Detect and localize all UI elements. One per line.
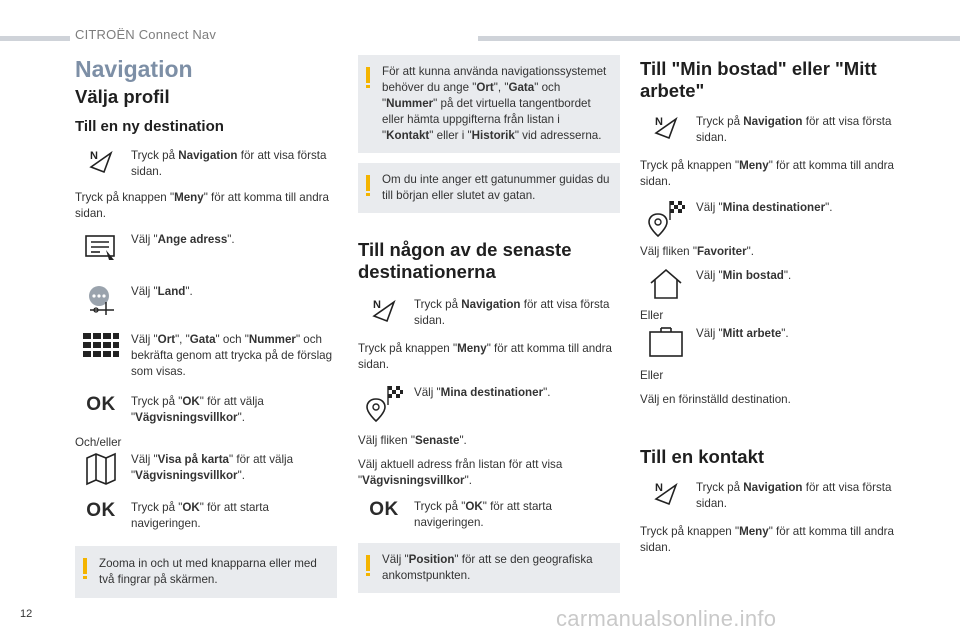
step-text: ". [781,327,789,340]
home-icon [648,268,684,300]
svg-text:N: N [655,116,663,128]
section-heading: Till någon av de senaste destinationerna [358,239,572,282]
paragraph-text: Välj fliken " [358,434,415,447]
step-my-destinations [358,385,620,423]
navigation-icon [370,297,398,323]
ok-icon: OK [86,394,116,415]
step-text: Välj " [131,453,158,466]
note-text-part: " och " [382,81,561,110]
step-keyword: Vägvisningsvillkor [135,411,238,424]
note-text-part: " för att se den geografiska ankomstpunkten. [382,553,593,582]
info-icon [366,175,370,191]
step-keyword: Visa på karta [157,453,230,466]
step-text: Välj " [131,233,158,246]
info-note-position [358,543,620,593]
paragraph-menu [75,190,337,222]
info-icon-dot [366,85,370,88]
step-text: ". [237,411,245,424]
paragraph-text: Tryck på knappen " [358,342,458,355]
step-text: Tryck på [696,481,744,494]
paragraph-text: ". [459,434,467,447]
step-ok-start [75,500,337,532]
svg-text:N: N [655,482,663,494]
step-show-on-map [75,452,337,486]
step-keyword: Navigation [461,298,521,311]
paragraph-text: Tryck på knappen " [75,191,175,204]
note-text: Zooma in och ut med knapparna eller med två fingrar på skärmen. [99,557,317,586]
step-text: ". [543,386,551,399]
step-text: Tryck på [414,298,462,311]
step-keyword: Land [157,285,186,298]
info-icon [83,558,87,574]
step-text: ". [825,201,833,214]
paragraph-menu [640,158,902,190]
info-icon [366,67,370,83]
header-rule-left [0,36,70,41]
step-text: ". [237,469,245,482]
step-home [640,268,902,300]
step-keyword: Navigation [178,149,238,162]
step-text: Tryck på [696,115,744,128]
note-keyword: Position [408,553,455,566]
paragraph-text: Välj aktuell adress från listan för att visa " [358,458,563,487]
step-keyword: Mina destinationer [722,201,826,214]
note-text-part: " på det virtuella tangentbordet eller hämta uppgifterna från listan i " [382,97,591,142]
step-keyword: Min bostad [722,269,784,282]
note-keyword: Ort [476,81,494,94]
paragraph-preset: Välj en förinställd destination. [640,393,791,406]
step-work [640,326,902,358]
paragraph-text: " för att komma till andra sidan. [640,159,894,188]
and-or-label: Och/eller [75,436,122,449]
step-keyword: Mina destinationer [440,386,544,399]
step-navigation [640,480,902,512]
info-note-address [358,55,620,153]
step-enter-address [75,232,337,262]
step-text: Tryck på " [131,501,183,514]
paragraph-keyword: Favoriter [696,245,747,258]
note-keyword: Gata [508,81,535,94]
info-icon-dot [83,576,87,579]
paragraph-text: " för att komma till andra sidan. [358,342,612,371]
paragraph-keyword: Meny [174,191,204,204]
info-note-street-number [358,163,620,213]
step-ok-start [358,499,620,531]
svg-text:N: N [90,150,98,162]
step-keyword: Ort [157,333,176,346]
paragraph-tab [640,244,902,260]
or-label: Eller [640,309,664,322]
step-navigation [358,297,620,329]
step-text: Tryck på [131,149,179,162]
country-globe-icon [84,284,118,316]
step-text: Välj " [696,269,723,282]
paragraph-text: Tryck på knappen " [640,159,740,172]
navigation-icon [652,114,680,140]
paragraph-text: " för att komma till andra sidan. [75,191,329,220]
step-text: ". [185,285,193,298]
note-text-part: För att kunna använda navigationssystemet behöver du ange " [382,65,607,94]
step-text: Tryck på " [131,395,183,408]
paragraph-keyword: Meny [739,159,769,172]
keyboard-icon [82,332,120,358]
step-text: " för att välja " [131,395,264,424]
step-text: " för att starta navigeringen. [131,501,269,530]
step-keyword: Navigation [743,481,803,494]
section-heading: Välja profil [75,86,170,107]
column-3 [640,58,902,556]
section-heading: Till "Min bostad" eller "Mitt arbete" [640,58,877,101]
note-text-part: " vid adresserna. [514,129,602,142]
step-keyword: Gata [189,333,216,346]
step-text: Välj " [696,327,723,340]
info-icon-dot [366,193,370,196]
step-country [75,284,337,316]
navigation-icon [87,148,115,174]
step-text: ". [227,233,235,246]
step-text: Tryck på " [414,500,466,513]
step-keyword: OK [465,500,483,513]
step-my-destinations [640,200,902,238]
header-rule-right [478,36,960,41]
or-label: Eller [640,369,664,382]
note-text [368,552,610,584]
step-text: " för att starta navigeringen. [414,500,552,529]
note-keyword: Kontakt [386,129,430,142]
subsection-heading: Till en ny destination [75,118,224,135]
paragraph-text: ". [746,245,754,258]
paragraph-menu [358,341,620,373]
paragraph-tab [358,433,620,449]
step-text: Välj " [696,201,723,214]
step-keyword: Nummer [248,333,296,346]
step-keyword: Ange adress [157,233,228,246]
info-note-zoom [75,546,337,598]
step-text: för att visa första sidan. [414,298,610,327]
step-city-street-number [75,332,337,380]
map-icon [84,452,118,486]
watermark: carmanualsonline.info [556,606,777,631]
note-text-part: Välj " [382,553,409,566]
step-text: för att visa första sidan. [131,149,327,178]
page-title: Navigation [75,56,193,82]
note-keyword: Nummer [386,97,434,110]
paragraph-keyword: Vägvisningsvillkor [362,474,465,487]
ok-icon: OK [369,499,399,520]
note-text: Om du inte anger ett gatunummer guidas du till början eller slutet av gatan. [382,173,610,202]
header-brand: CITROËN Connect Nav [75,27,217,42]
svg-text:N: N [373,299,381,311]
step-keyword: Vägvisningsvillkor [135,469,238,482]
paragraph-keyword: Senaste [414,434,460,447]
note-text [368,64,610,144]
step-keyword: Navigation [743,115,803,128]
page-number: 12 [20,608,33,620]
step-text: Välj " [131,285,158,298]
note-text-part: " eller i " [429,129,472,142]
navigation-icon [652,480,680,506]
info-icon [366,555,370,571]
step-text: för att visa första sidan. [696,481,892,510]
step-keyword: OK [182,501,200,514]
paragraph-keyword: Meny [457,342,487,355]
ok-icon: OK [86,500,116,521]
step-text: " och " [215,333,249,346]
paragraph-text: Tryck på knappen " [640,525,740,538]
step-text: " och bekräfta genom att trycka på de förslag som visas. [131,333,333,378]
work-briefcase-icon [648,326,684,358]
step-text: för att visa första sidan. [696,115,892,144]
step-text: Välj " [131,333,158,346]
step-keyword: Mitt arbete [722,327,782,340]
step-ok-conditions [75,394,337,426]
column-1 [75,56,337,598]
paragraph-select-address [358,457,620,489]
address-entry-icon [84,232,118,262]
paragraph-text: ". [464,474,472,487]
paragraph-keyword: Meny [739,525,769,538]
destination-flag-icon [646,200,686,238]
column-2 [358,55,620,593]
note-text-part: ", " [493,81,509,94]
step-text: Välj " [414,386,441,399]
info-icon-dot [366,573,370,576]
section-heading: Till en kontakt [640,446,765,467]
step-keyword: OK [182,395,200,408]
step-text: " för att välja " [131,453,294,482]
step-text: ", " [175,333,190,346]
paragraph-text: " för att komma till andra sidan. [640,525,894,554]
paragraph-menu [640,524,902,556]
step-navigation [640,114,902,146]
note-keyword: Historik [471,129,515,142]
paragraph-text: Välj fliken " [640,245,697,258]
step-navigation [75,148,337,180]
destination-flag-icon [364,385,404,423]
step-text: ". [783,269,792,282]
